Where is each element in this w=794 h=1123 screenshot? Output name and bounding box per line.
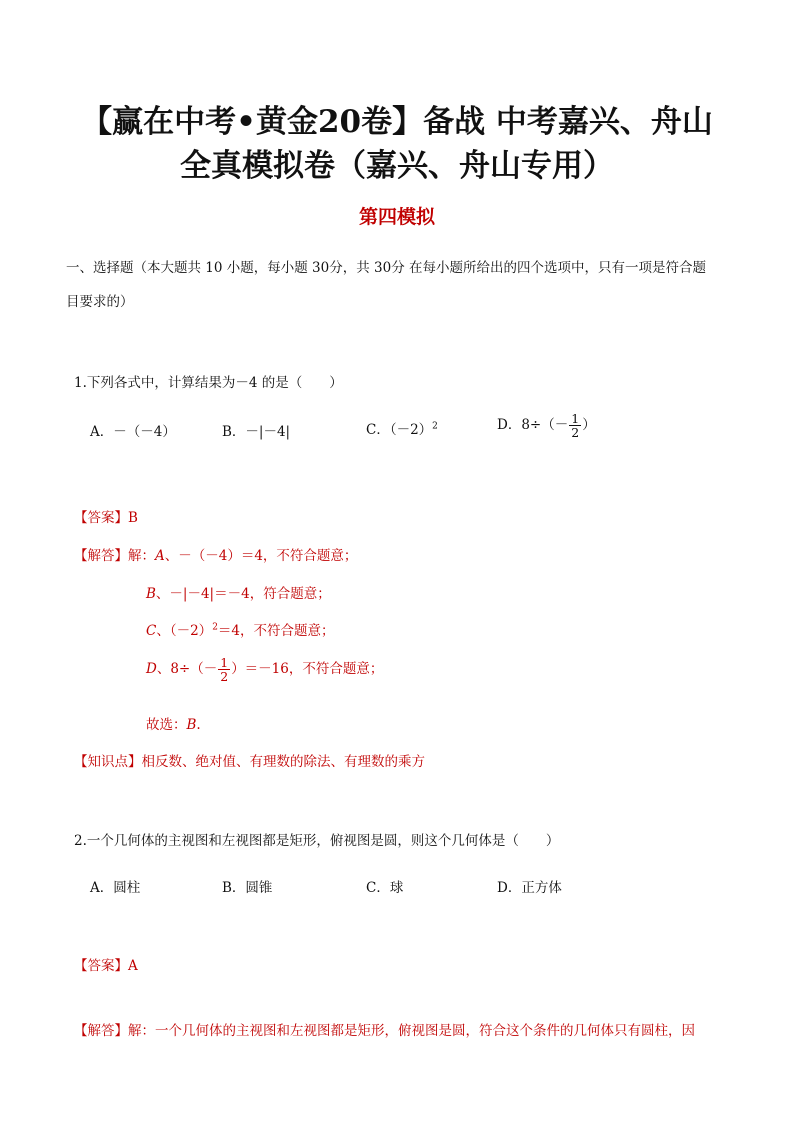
q1-step-c [146,619,335,639]
q1-step-c-text-post: ＝4，不符合题意； [217,623,335,639]
q1-step-a-text: 、－（－4）＝4，不符合题意； [164,548,358,564]
q1-option-c-exponent: 2 [432,421,438,432]
q1-option-d-suffix: ） [582,417,596,433]
q1-answer-label: 【答案】 [74,510,128,526]
q1-option-d-prefix: D．8÷（－ [497,417,569,433]
q1-step-d-numerator: 1 [220,655,229,670]
q1-analysis-line-a [74,544,357,564]
q1-step-d-denominator: 2 [220,669,229,684]
q2-analysis-text: 解：一个几何体的主视图和左视图都是矩形，俯视图是圆，符合这个条件的几何体只有圆柱，因 [128,1023,695,1039]
q1-step-b-text: 、－|－4|＝－4，符合题意； [155,586,331,602]
q1-option-d-fraction [569,412,581,439]
q2-option-c: C．球 [366,880,404,896]
q1-answer [74,506,138,526]
q1-knowledge [74,750,425,770]
q2-answer-value: A [128,958,138,974]
q1-step-b-letter: B [146,586,156,602]
q1-stem: 1.下列各式中，计算结果为－4 的是（ ） [74,375,343,391]
q1-step-d-text-pre: 、8÷（－ [156,661,218,677]
q1-option-a: A．－（－4） [90,424,176,440]
q2-analysis-label: 【解答】 [74,1023,128,1039]
q1-step-d [146,656,383,683]
q1-step-d-text-post: ）＝－16，不符合题意； [231,661,384,677]
q1-conclusion-pre: 故选： [146,717,187,733]
q1-step-c-letter: C [146,623,157,639]
q1-analysis-label: 【解答】 [74,548,128,564]
q2-answer [74,954,138,974]
q1-analysis-intro: 解： [128,548,155,564]
q2-analysis [74,1019,695,1039]
section-heading-line-2: 目要求的） [66,294,134,310]
section-heading-line-1: 一、选择题（本大题共 10 小题，每小题 30分，共 30分 在每小题所给出的四个选项中，只有一项是符合题 [66,260,706,276]
q2-option-b: B．圆锥 [222,880,273,896]
q2-option-d: D．正方体 [497,880,562,896]
document-title-line-1: 【赢在中考•黄金20卷】备战 中考嘉兴、舟山 [81,104,713,140]
q1-step-d-letter: D [146,661,157,677]
document-subtitle: 第四模拟 [358,206,435,228]
q1-step-b [146,582,331,602]
q2-answer-label: 【答案】 [74,958,128,974]
q1-answer-value: B [128,510,138,526]
q1-option-d [497,412,596,439]
q1-step-c-text-pre: 、（－2） [156,623,213,639]
document-title-line-2: 全真模拟卷（嘉兴、舟山专用） [180,148,614,184]
q1-step-c-exponent: 2 [212,622,218,633]
q2-stem: 2.一个几何体的主视图和左视图都是矩形，俯视图是圆，则这个几何体是（ ） [74,833,560,849]
q1-option-b: B．－|－4| [222,424,291,440]
q1-conclusion [146,713,201,733]
q1-conclusion-post: . [196,717,201,733]
q1-step-a-letter: A [155,548,165,564]
q1-option-c-base: C．（－2） [366,422,433,438]
q1-conclusion-letter: B [186,717,197,733]
q1-option-c [366,418,438,438]
q2-option-a: A．圆柱 [90,880,141,896]
q1-step-d-fraction [218,656,230,683]
q1-knowledge-text: 相反数、绝对值、有理数的除法、有理数的乘方 [141,754,425,770]
q1-knowledge-label: 【知识点】 [74,754,142,770]
q1-option-d-numerator: 1 [571,411,580,426]
q1-option-d-denominator: 2 [571,425,580,440]
